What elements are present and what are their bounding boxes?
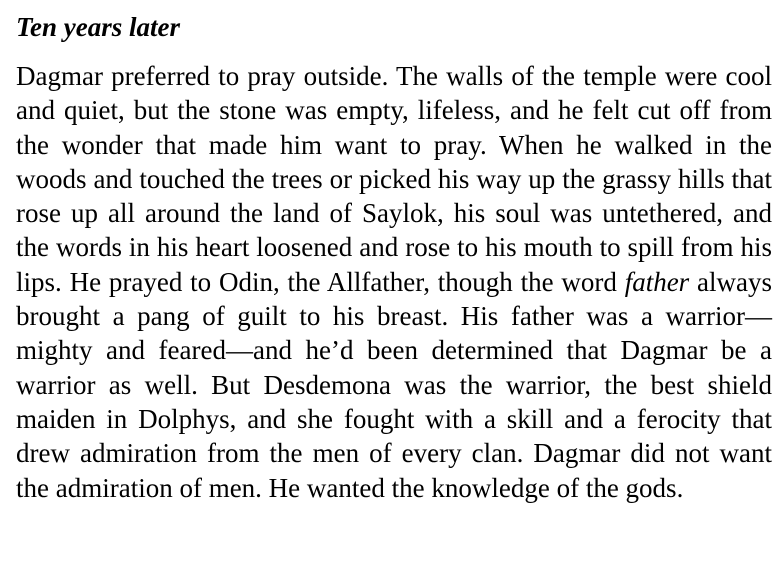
document-page bbox=[16, 8, 772, 505]
emphasized-word: father bbox=[624, 266, 690, 297]
paragraph-text-part2: always brought a pang of guilt to his breast. His father was a warrior—mighty and feared—and he’d been determined that Dagmar be a warrior as well. But Desdemona was the warrior, the best shield maiden in Dolphys, and she fought with a skill and a ferocity that drew admiration from the men of every clan. Dagmar did not want the admiration of men. He wanted the knowledge of the gods. bbox=[16, 266, 772, 503]
section-heading: Ten years later bbox=[16, 12, 180, 42]
paragraph-text-part1: Dagmar preferred to pray outside. The walls of the temple were cool and quiet, but the stone was empty, lifeless, and he felt cut off from the wonder that made him want to pray. When he walked in the woods and touched the trees or picked his way up the grassy hills that rose up all around the land of Saylok, his soul was untethered, and the words in his heart loosened and rose to his mouth to spill from his lips. He prayed to Odin, the Allfather, though the word bbox=[16, 61, 772, 297]
body-paragraph bbox=[16, 59, 772, 505]
